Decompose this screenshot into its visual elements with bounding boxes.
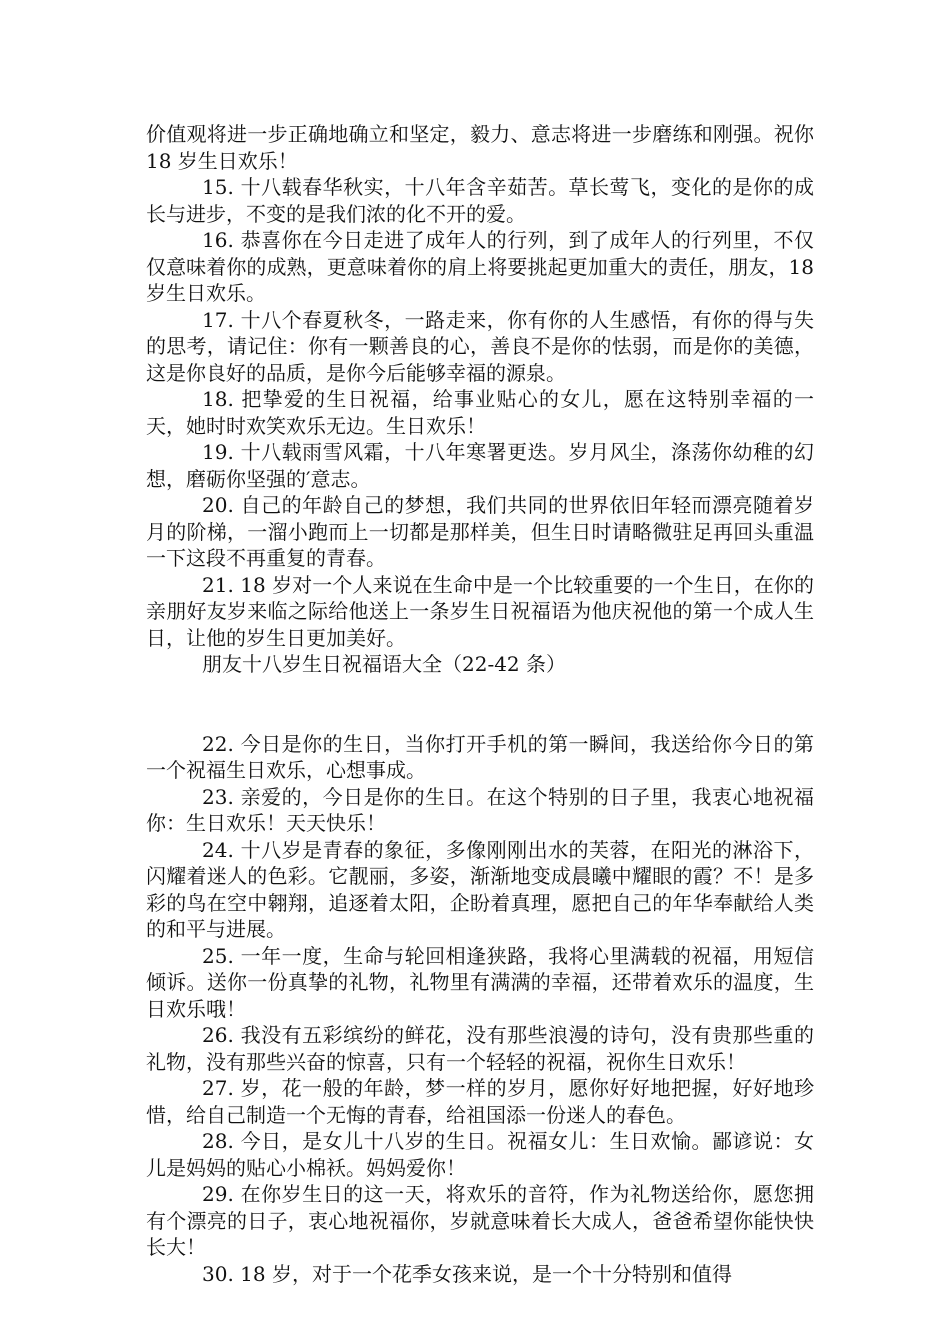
paragraph-23: 23. 亲爱的，今日是你的生日。在这个特别的日子里，我衷心地祝福你：生日欢乐！天天快乐！ bbox=[146, 784, 814, 835]
paragraph-14-continued: 价值观将进一步正确地确立和坚定，毅力、意志将进一步磨练和刚强。祝你 18 岁生日欢乐！ bbox=[146, 122, 814, 173]
paragraph-15: 15. 十八载春华秋实，十八年含辛茹苦。草长莺飞，变化的是你的成长与进步，不变的是我们浓的化不开的爱。 bbox=[146, 175, 814, 226]
paragraph-22: 22. 今日是你的生日，当你打开手机的第一瞬间，我送给你今日的第一个祝福生日欢乐，心想事成。 bbox=[146, 731, 814, 782]
paragraph-24: 24. 十八岁是青春的象征，多像刚刚出水的芙蓉，在阳光的淋浴下，闪耀着迷人的色彩。它靓丽，多姿，渐渐地变成晨曦中耀眼的霞？不！是多彩的鸟在空中翱翔，追逐着太阳，企盼着真理，愿把自己的年华奉献给人类的和平与进展。 bbox=[146, 837, 814, 941]
paragraph-25: 25. 一年一度，生命与轮回相逢狭路，我将心里满载的祝福，用短信倾诉。送你一份真挚的礼物，礼物里有满满的幸福，还带着欢乐的温度，生日欢乐哦！ bbox=[146, 943, 814, 1021]
paragraph-28: 28. 今日，是女儿十八岁的生日。祝福女儿：生日欢愉。鄙谚说：女儿是妈妈的贴心小棉袄。妈妈爱你！ bbox=[146, 1129, 814, 1180]
document-body bbox=[146, 121, 814, 1287]
paragraph-19: 19. 十八载雨雪风霜，十八年寒署更迭。岁月风尘，涤荡你幼稚的幻想，磨砺你坚强的′意志。 bbox=[146, 440, 814, 491]
paragraph-30: 30. 18 岁，对于一个花季女孩来说，是一个十分特别和值得 bbox=[202, 1261, 732, 1286]
paragraph-17: 17. 十八个春夏秋冬，一路走来，你有你的人生感悟，有你的得与失的思考，请记住：你有一颗善良的心，善良不是你的怯弱，而是你的美德，这是你良好的品质，是你今后能够幸福的源泉。 bbox=[146, 307, 814, 385]
paragraph-21: 21. 18 岁对一个人来说在生命中是一个比较重要的一个生日，在你的亲朋好友岁来临之际给他送上一条岁生日祝福语为他庆祝他的第一个成人生日，让他的岁生日更加美好。 bbox=[146, 572, 814, 650]
paragraph-26: 26. 我没有五彩缤纷的鲜花，没有那些浪漫的诗句，没有贵那些重的礼物，没有那些兴奋的惊喜，只有一个轻轻的祝福，祝你生日欢乐！ bbox=[146, 1023, 814, 1074]
paragraph-16: 16. 恭喜你在今日走进了成年人的行列，到了成年人的行列里，不仅仅意味着你的成熟，更意味着你的肩上将要挑起更加重大的责任，朋友，18 岁生日欢乐。 bbox=[146, 228, 814, 305]
paragraph-18: 18. 把挚爱的生日祝福，给事业贴心的女儿，愿在这特别幸福的一天，她时时欢笑欢乐无边。生日欢乐！ bbox=[146, 387, 814, 438]
section-heading: 朋友十八岁生日祝福语大全（22-42 条） bbox=[202, 652, 567, 676]
paragraph-20: 20. 自己的年龄自己的梦想，我们共同的世界依旧年轻而漂亮随着岁月的阶梯，一溜小跑而上一切都是那样美，但生日时请略微驻足再回头重温一下这段不再重复的青春。 bbox=[146, 493, 814, 570]
paragraph-27: 27. 岁，花一般的年龄，梦一样的岁月，愿你好好地把握，好好地珍惜，给自己制造一个无悔的青春，给祖国添一份迷人的春色。 bbox=[146, 1076, 814, 1127]
paragraph-29: 29. 在你岁生日的这一天，将欢乐的音符，作为礼物送给你，愿您拥有个漂亮的日子，衷心地祝福你，岁就意味着长大成人，爸爸希望你能快快长大！ bbox=[146, 1182, 814, 1259]
blank-line bbox=[146, 678, 814, 731]
